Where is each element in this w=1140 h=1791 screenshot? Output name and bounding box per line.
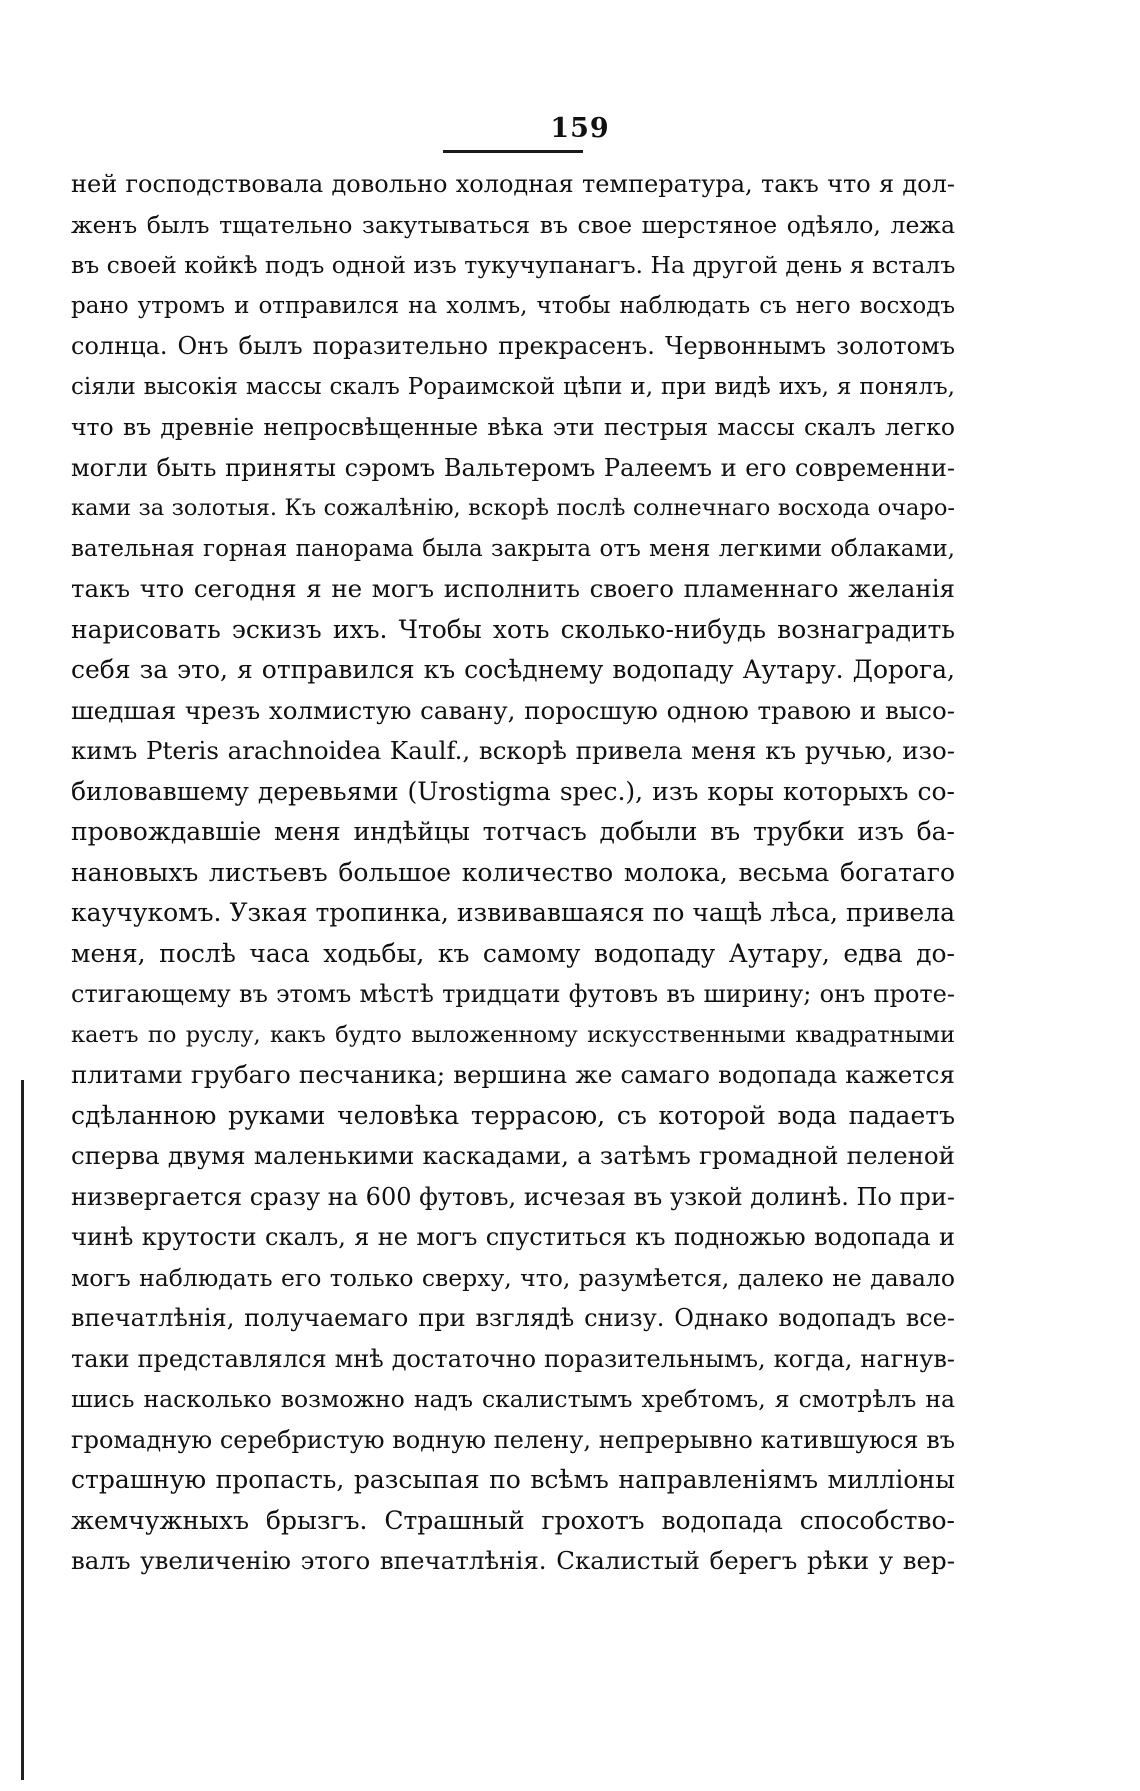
page-header	[0, 112, 1140, 146]
text-line: себя за это, я отправился къ сосѣднему водопаду Аутару. Дорога,	[71, 655, 955, 684]
text-line: провождавшіе меня индѣйцы тотчасъ добыли въ трубки изъ ба-	[71, 817, 955, 846]
text-line: страшную пропасть, разсыпая по всѣмъ направленіямъ милліоны	[71, 1465, 955, 1494]
text-line: чинѣ крутости скалъ, я не могъ спуститься къ подножью водопада и	[71, 1223, 955, 1251]
text-line: биловавшему деревьями (Urostigma spec.), изъ коры которыхъ со-	[71, 776, 955, 806]
text-line: меня, послѣ часа ходьбы, къ самому водопаду Аутару, едва до-	[71, 938, 955, 968]
page-number: 159	[550, 113, 610, 144]
text-line: валъ увеличенію этого впечатлѣнія. Скалистый берегъ рѣки у вер-	[71, 1546, 955, 1575]
page-edge-shadow	[21, 1080, 24, 1780]
text-line: стигающему въ этомъ мѣстѣ тридцати футовъ въ ширину; онъ проте-	[71, 980, 955, 1008]
text-line: каетъ по руслу, какъ будто выложенному искусственными квадратными	[71, 1021, 955, 1048]
text-line: нановыхъ листьевъ большое количество молока, весьма богатаго	[71, 857, 955, 887]
text-line: въ своей койкѣ подъ одной изъ тукучупанагъ. На другой день я всталъ	[71, 251, 955, 279]
text-line: шедшая чрезъ холмистую савану, поросшую одною травою и высо-	[71, 695, 955, 725]
text-line: что въ древніе непросвѣщенные вѣка эти пестрыя массы скалъ легко	[71, 413, 955, 441]
text-line: такъ что сегодня я не могъ исполнить своего пламеннаго желанія	[71, 574, 955, 603]
text-line: впечатлѣнія, получаемаго при взглядѣ снизу. Однако водопадъ все-	[71, 1304, 955, 1332]
text-line: солнца. Онъ былъ поразительно прекрасенъ. Червоннымъ золотомъ	[71, 332, 955, 360]
text-line: рано утромъ и отправился на холмъ, чтобы наблюдать съ него восходъ	[71, 292, 955, 319]
text-line: сперва двумя маленькими каскадами, а затѣмъ громадной пеленой	[71, 1141, 955, 1170]
text-line: сіяли высокія массы скалъ Рораимской цѣпи и, при видѣ ихъ, я понялъ,	[71, 373, 955, 400]
text-line: женъ былъ тщательно закутываться въ свое шерстяное одѣяло, лежа	[71, 210, 955, 239]
text-line: громадную серебристую водную пелену, непрерывно катившуюся въ	[71, 1425, 955, 1454]
text-line: ками за золотыя. Къ сожалѣнію, вскорѣ послѣ солнечнаго восхода очаро-	[71, 495, 955, 521]
text-line: таки представлялся мнѣ достаточно поразительнымъ, когда, нагнув-	[71, 1344, 955, 1373]
text-line: каучукомъ. Узкая тропинка, извивавшаяся по чащѣ лѣса, привела	[71, 898, 955, 927]
body-text	[71, 164, 955, 1582]
text-line: кимъ Pteris arachnoidea Kaulf., вскорѣ привела меня къ ручью, изо-	[71, 736, 955, 765]
text-line: могли быть приняты сэромъ Вальтеромъ Ралеемъ и его современни-	[71, 453, 955, 482]
text-line: шись насколько возможно надъ скалистымъ хребтомъ, я смотрѣлъ на	[71, 1385, 955, 1413]
text-line: плитами грубаго песчаника; вершина же самаго водопада кажется	[71, 1060, 955, 1089]
text-line: жемчужныхъ брызгъ. Страшный грохотъ водопада способство-	[71, 1505, 955, 1535]
text-line: вательная горная панорама была закрыта отъ меня легкими облаками,	[71, 535, 955, 562]
text-line: могъ наблюдать его только сверху, что, разумѣется, далеко не давало	[71, 1263, 955, 1292]
text-line: сдѣланною руками человѣка террасою, съ которой вода падаетъ	[71, 1100, 955, 1130]
text-line: низвергается сразу на 600 футовъ, исчезая въ узкой долинѣ. По при-	[71, 1182, 955, 1211]
header-rule	[443, 150, 583, 153]
text-line: ней господствовала довольно холодная температура, такъ что я дол-	[71, 170, 955, 198]
text-line: нарисовать эскизъ ихъ. Чтобы хоть сколько-нибудь вознаградить	[71, 614, 955, 644]
